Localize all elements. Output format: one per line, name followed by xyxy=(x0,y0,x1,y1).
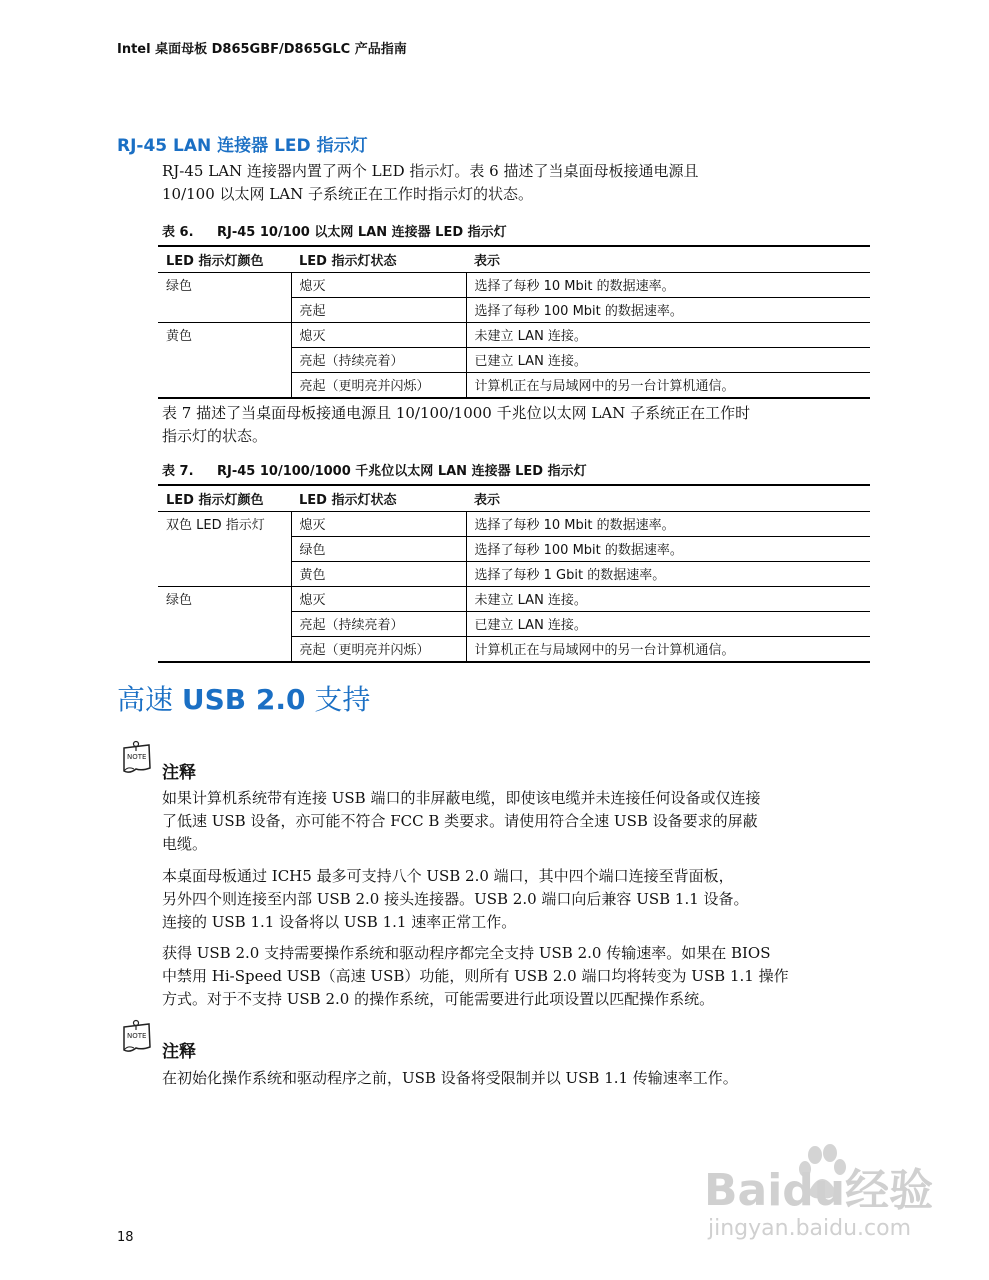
watermark-brand: Baidu经验 xyxy=(704,1165,934,1216)
table-cell xyxy=(158,612,291,637)
note-icon xyxy=(116,1017,156,1057)
table-cell xyxy=(158,537,291,562)
table-cell: 已建立 LAN 连接。 xyxy=(466,348,870,373)
intro-line-2: 10/100 以太网 LAN 子系统正在工作时指示灯的状态。 xyxy=(162,185,533,203)
table-cell: 绿色 xyxy=(158,273,291,298)
intro-paragraph xyxy=(162,160,862,206)
note1-line-2: 了低速 USB 设备，亦可能不符合 FCC B 类要求。请使用符合全速 USB 设备要求的屏蔽 xyxy=(162,812,758,830)
table-row xyxy=(158,348,870,373)
usb-para1-line-2: 另外四个则连接至内部 USB 2.0 接头连接器。USB 2.0 端口向后兼容 USB 1.1 设备。 xyxy=(162,890,749,908)
table7-intro-line-2: 指示灯的状态。 xyxy=(162,427,268,445)
baidu-jingyan-watermark xyxy=(700,1135,940,1245)
table-row xyxy=(158,323,870,348)
note1-text xyxy=(162,787,862,856)
table-cell: 熄灭 xyxy=(291,587,466,612)
table6-title: RJ-45 10/100 以太网 LAN 连接器 LED 指示灯 xyxy=(217,225,507,240)
table-cell: 熄灭 xyxy=(291,323,466,348)
table-cell: 双色 LED 指示灯 xyxy=(158,512,291,537)
table-cell: 选择了每秒 1 Gbit 的数据速率。 xyxy=(466,562,870,587)
table-cell xyxy=(158,562,291,587)
table-cell: 黄色 xyxy=(158,323,291,348)
table7-header-row xyxy=(158,485,870,512)
table6-header-color: LED 指示灯颜色 xyxy=(158,246,291,273)
intro-line-1: RJ-45 LAN 连接器内置了两个 LED 指示灯。表 6 描述了当桌面母板接通电源且 xyxy=(162,162,699,180)
note-icon xyxy=(116,738,156,778)
section-heading-usb xyxy=(117,678,370,718)
table7-intro-paragraph xyxy=(162,402,862,448)
table7-title: RJ-45 10/100/1000 千兆位以太网 LAN 连接器 LED 指示灯 xyxy=(217,464,587,479)
table6-header-state: LED 指示灯状态 xyxy=(291,246,466,273)
table-row xyxy=(158,373,870,399)
table-row xyxy=(158,637,870,663)
note-label: 注释 xyxy=(162,763,196,783)
note-icon-text: NOTE xyxy=(127,753,147,761)
table-cell: 绿色 xyxy=(158,587,291,612)
section-heading-rj45: RJ-45 LAN 连接器 LED 指示灯 xyxy=(117,136,368,156)
note2-line-1: 在初始化操作系统和驱动程序之前，USB 设备将受限制并以 USB 1.1 传输速率工作。 xyxy=(162,1069,738,1087)
note1-line-1: 如果计算机系统带有连接 USB 端口的非屏蔽电缆，即使该电缆并未连接任何设备或仅连接 xyxy=(162,789,761,807)
table7-header-state: LED 指示灯状态 xyxy=(291,485,466,512)
table-cell: 选择了每秒 10 Mbit 的数据速率。 xyxy=(466,273,870,298)
usb-heading-version: USB 2.0 xyxy=(181,683,306,716)
table-cell: 未建立 LAN 连接。 xyxy=(466,323,870,348)
usb-paragraph-1 xyxy=(162,865,862,934)
table7-caption xyxy=(162,460,587,479)
table-cell: 亮起（持续亮着） xyxy=(291,612,466,637)
usb-heading-suffix: 支持 xyxy=(305,683,371,716)
note-icon-text: NOTE xyxy=(127,1032,147,1040)
table-row xyxy=(158,587,870,612)
usb-para1-line-1: 本桌面母板通过 ICH5 最多可支持八个 USB 2.0 端口，其中四个端口连接至背面板， xyxy=(162,867,734,885)
table-row xyxy=(158,298,870,323)
table-cell xyxy=(158,637,291,663)
note2-text xyxy=(162,1067,862,1090)
table-cell: 熄灭 xyxy=(291,273,466,298)
table-row xyxy=(158,537,870,562)
table-cell: 选择了每秒 100 Mbit 的数据速率。 xyxy=(466,298,870,323)
usb-para2-line-1: 获得 USB 2.0 支持需要操作系统和驱动程序都完全支持 USB 2.0 传输速率。如果在 BIOS xyxy=(162,944,771,962)
table6 xyxy=(158,245,870,399)
table-cell: 亮起（持续亮着） xyxy=(291,348,466,373)
usb-para1-line-3: 连接的 USB 1.1 设备将以 USB 1.1 速率正常工作。 xyxy=(162,913,517,931)
watermark-url: jingyan.baidu.com xyxy=(708,1216,912,1241)
table7-intro-line-1: 表 7 描述了当桌面母板接通电源且 10/100/1000 千兆位以太网 LAN 子系统正在工作时 xyxy=(162,404,751,422)
table-cell: 亮起 xyxy=(291,298,466,323)
table7 xyxy=(158,484,870,663)
note1-line-3: 电缆。 xyxy=(162,835,208,853)
table-cell: 选择了每秒 100 Mbit 的数据速率。 xyxy=(466,537,870,562)
table-cell xyxy=(158,348,291,373)
table6-header-row xyxy=(158,246,870,273)
table-cell: 黄色 xyxy=(291,562,466,587)
page-number: 18 xyxy=(117,1230,134,1245)
table-cell: 计算机正在与局域网中的另一台计算机通信。 xyxy=(466,373,870,399)
table-cell: 绿色 xyxy=(291,537,466,562)
table-cell: 熄灭 xyxy=(291,512,466,537)
table-row xyxy=(158,512,870,537)
table-row xyxy=(158,612,870,637)
table-row xyxy=(158,273,870,298)
note-label: 注释 xyxy=(162,1042,196,1062)
table7-header-color: LED 指示灯颜色 xyxy=(158,485,291,512)
usb-para2-line-3: 方式。对于不支持 USB 2.0 的操作系统，可能需要进行此项设置以匹配操作系统。 xyxy=(162,990,715,1008)
table6-header-meaning: 表示 xyxy=(466,246,870,273)
usb-heading-prefix: 高速 xyxy=(117,683,182,716)
table7-header-meaning: 表示 xyxy=(466,485,870,512)
table6-number: 表 6. xyxy=(162,225,194,240)
table6-caption xyxy=(162,221,507,240)
usb-para2-line-2: 中禁用 Hi-Speed USB（高速 USB）功能，则所有 USB 2.0 端口均将转变为 USB 1.1 操作 xyxy=(162,967,789,985)
table-cell xyxy=(158,298,291,323)
table-cell xyxy=(158,373,291,399)
table-row xyxy=(158,562,870,587)
table-cell: 已建立 LAN 连接。 xyxy=(466,612,870,637)
usb-paragraph-2 xyxy=(162,942,862,1011)
table-cell: 亮起（更明亮并闪烁） xyxy=(291,637,466,663)
running-header: Intel 桌面母板 D865GBF/D865GLC 产品指南 xyxy=(117,42,407,57)
table7-number: 表 7. xyxy=(162,464,194,479)
table-cell: 选择了每秒 10 Mbit 的数据速率。 xyxy=(466,512,870,537)
table-cell: 亮起（更明亮并闪烁） xyxy=(291,373,466,399)
table-cell: 计算机正在与局域网中的另一台计算机通信。 xyxy=(466,637,870,663)
table-cell: 未建立 LAN 连接。 xyxy=(466,587,870,612)
